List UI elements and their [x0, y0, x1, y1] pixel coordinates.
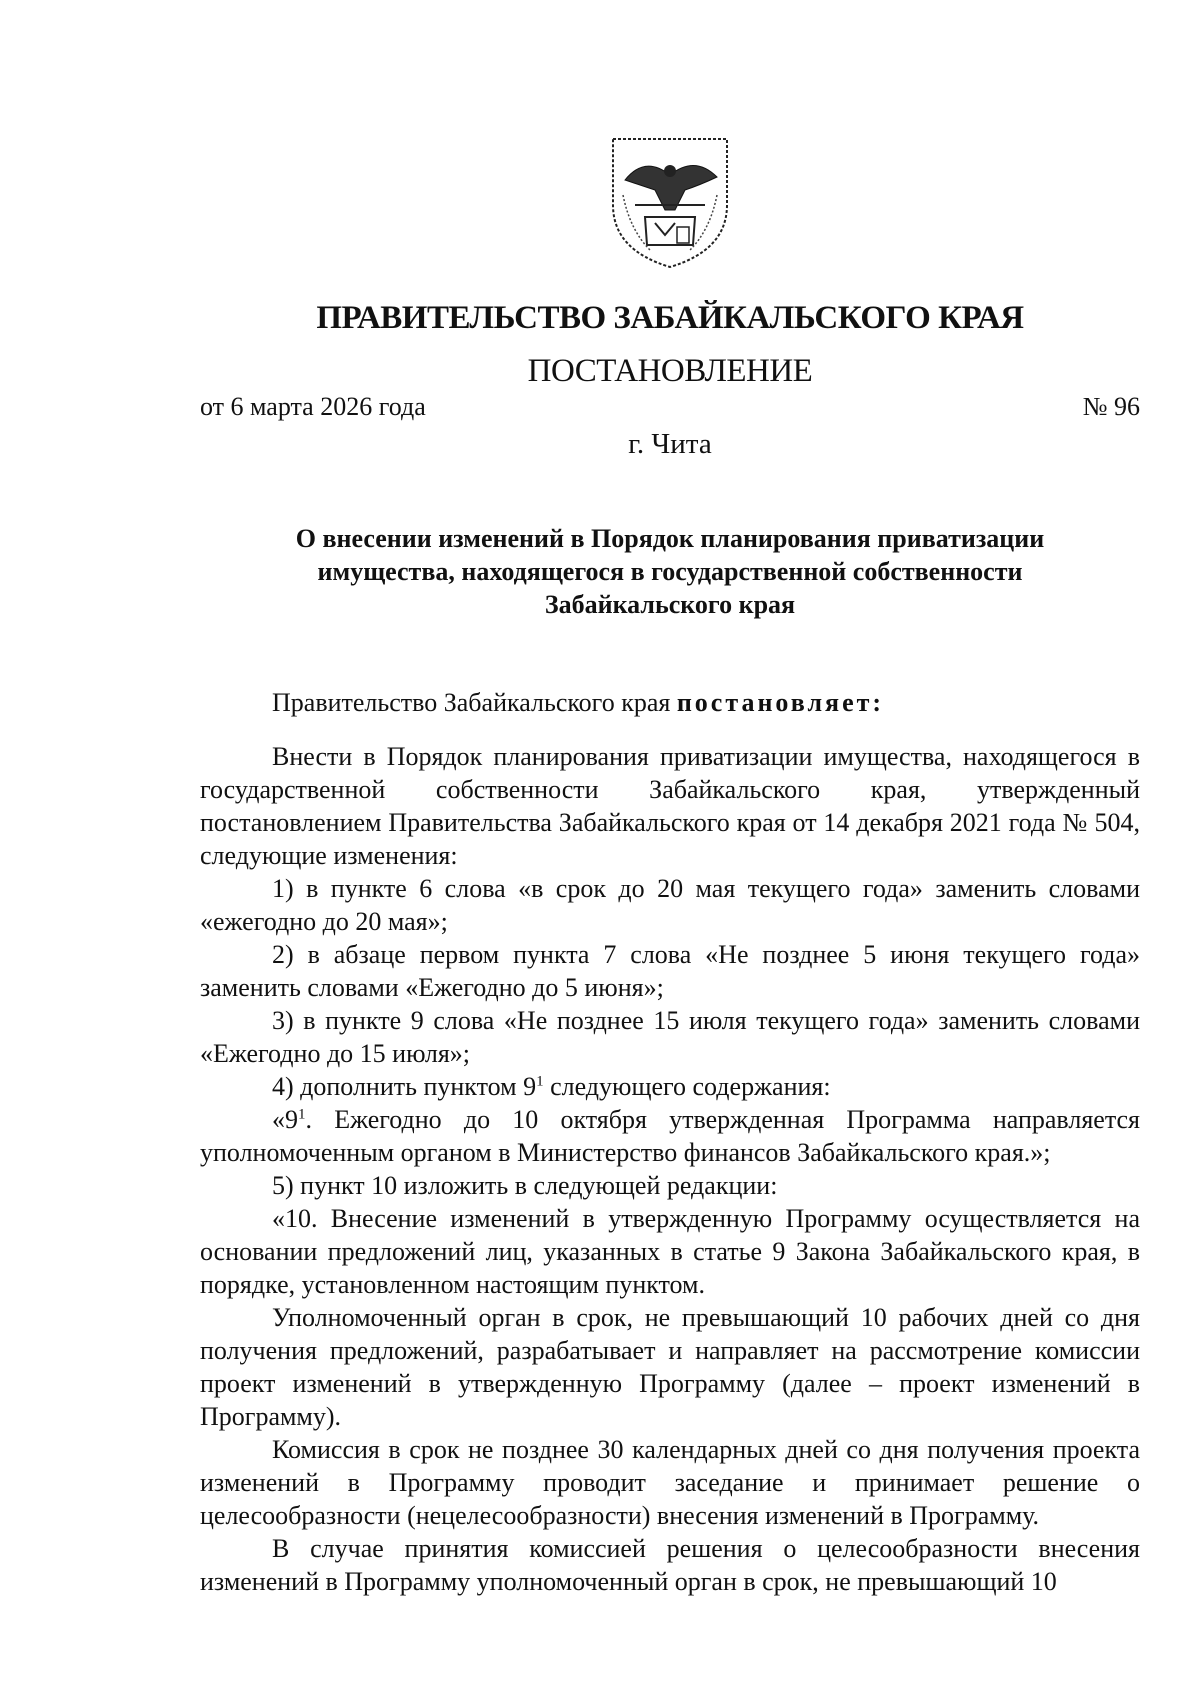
paragraph: Комиссия в срок не позднее 30 календарных дней со дня получения проекта изменений в Программу проводит заседание и принимает решение о целесообразности (нецелесообразности) внесения изменений в Программу. — [200, 1435, 1140, 1530]
government-name: ПРАВИТЕЛЬСТВО ЗАБАЙКАЛЬСКОГО КРАЯ — [316, 300, 1024, 336]
preamble-keyword: постановляет: — [676, 688, 885, 717]
paragraph-text: . Ежегодно до 10 октября утвержденная Программа направляется уполномоченным органом в Министерство финансов Забайкальского края.»; — [200, 1105, 1140, 1167]
paragraph-text: 4) дополнить пунктом 9 — [272, 1072, 537, 1101]
document-city: г. Чита — [628, 428, 712, 460]
coat-of-arms-emblem — [605, 135, 735, 270]
paragraph: 1) в пункте 6 слова «в срок до 20 мая текущего года» заменить словами «ежегодно до 20 мая»; — [200, 874, 1140, 936]
coat-of-arms-icon — [605, 135, 735, 270]
document-type: ПОСТАНОВЛЕНИЕ — [527, 353, 813, 389]
subject-line: О внесении изменений в Порядок планирования приватизации — [295, 524, 1045, 553]
subject-line: имущества, находящегося в государственной собственности — [317, 557, 1023, 586]
paragraph — [200, 1070, 1140, 1103]
document-subject — [200, 522, 1140, 621]
paragraph: Уполномоченный орган в срок, не превышающий 10 рабочих дней со дня получения предложений, разрабатывает и направляет на рассмотрение комиссии проект изменений в утвержденную Программу (далее – проект изменений в Программу). — [200, 1303, 1140, 1431]
document-body — [200, 740, 1140, 1598]
subject-line: Забайкальского края — [544, 590, 796, 619]
preamble-text: Правительство Забайкальского края — [272, 688, 677, 717]
paragraph — [200, 1103, 1140, 1169]
paragraph: Внести в Порядок планирования приватизации имущества, находящегося в государственной собственности Забайкальского края, утвержденный постановлением Правительства Забайкальского края от 14 декабря 2021 года № 504, следующие изменения: — [200, 742, 1140, 870]
superscript: 1 — [536, 1073, 544, 1090]
document-date: от 6 марта 2026 года — [200, 392, 426, 421]
paragraph: 5) пункт 10 изложить в следующей редакции: — [272, 1171, 778, 1200]
paragraph-text: следующего содержания: — [543, 1072, 831, 1101]
paragraph-text: «9 — [272, 1105, 298, 1134]
paragraph: 3) в пункте 9 слова «Не позднее 15 июля текущего года» заменить словами «Ежегодно до 15 июля»; — [200, 1006, 1140, 1068]
preamble — [272, 688, 884, 718]
paragraph: 2) в абзаце первом пункта 7 слова «Не позднее 5 июня текущего года» заменить словами «Ежегодно до 5 июня»; — [200, 940, 1140, 1002]
paragraph: В случае принятия комиссией решения о целесообразности внесения изменений в Программу уполномоченный орган в срок, не превышающий 10 — [200, 1534, 1140, 1596]
document-number: № 96 — [1082, 392, 1140, 421]
superscript: 1 — [298, 1106, 306, 1123]
paragraph: «10. Внесение изменений в утвержденную Программу осуществляется на основании предложений лиц, указанных в статье 9 Закона Забайкальского края, в порядке, установленном настоящим пунктом. — [200, 1204, 1140, 1299]
